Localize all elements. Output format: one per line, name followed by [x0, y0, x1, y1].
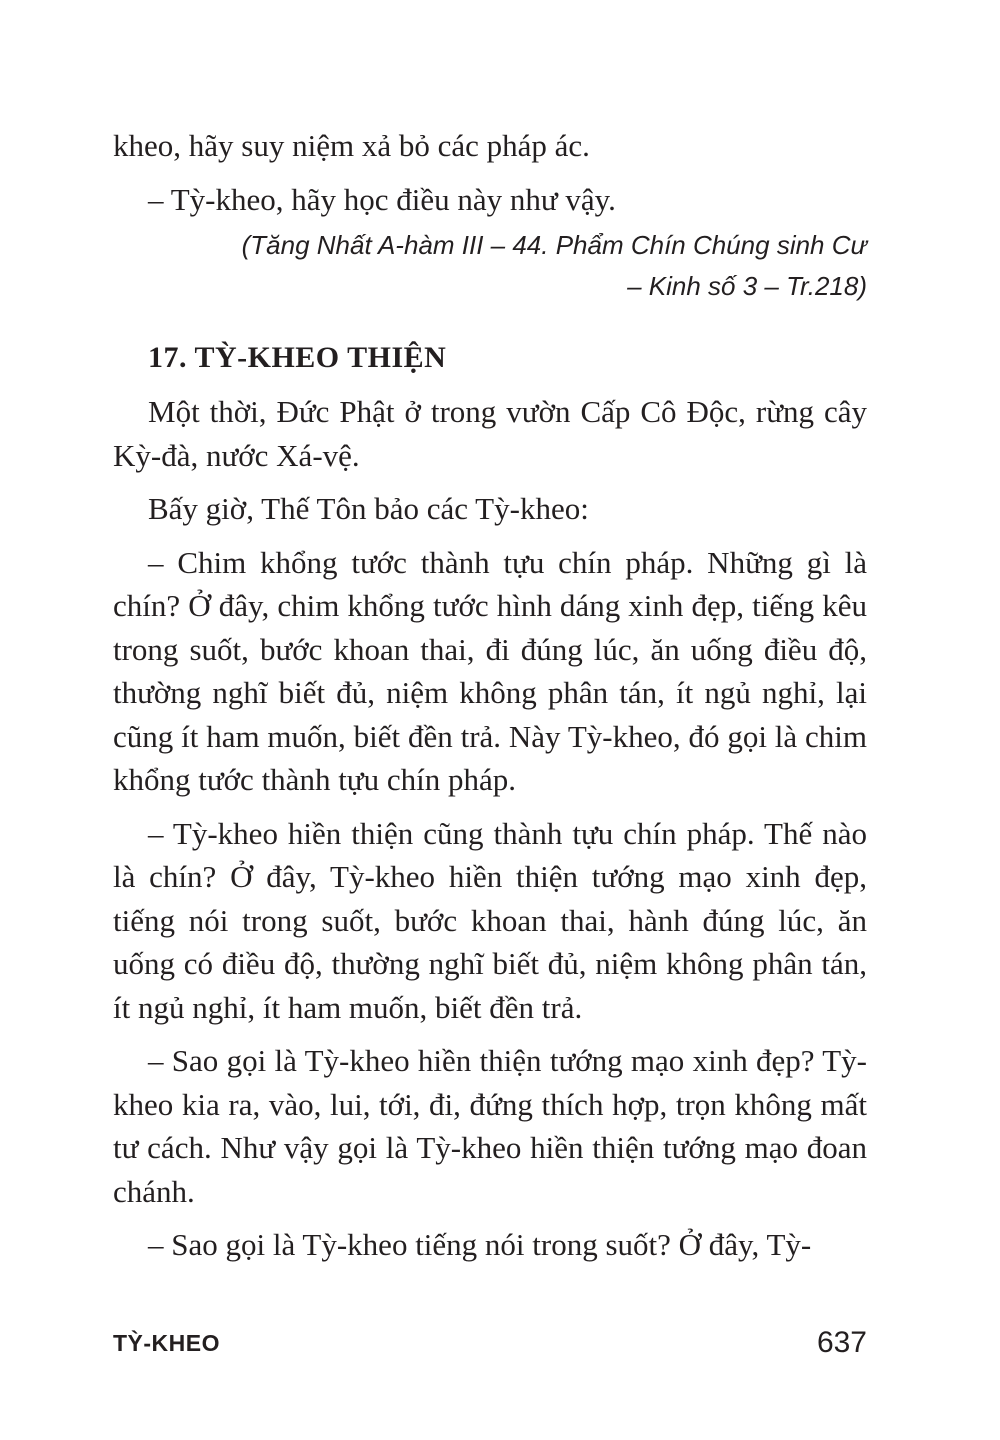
paragraph-closing: – Tỳ-kheo, hãy học điều này như vậy. [148, 181, 616, 217]
page-number: 637 [816, 1326, 867, 1359]
paragraph: Một thời, Đức Phật ở trong vườn Cấp Cô Độc, rừng cây Kỳ-đà, nước Xá-vệ. [113, 394, 867, 473]
paragraph-continuation: kheo, hãy suy niệm xả bỏ các pháp ác. [113, 128, 590, 163]
paragraph: Bấy giờ, Thế Tôn bảo các Tỳ-kheo: [148, 491, 589, 526]
paragraph: – Sao gọi là Tỳ-kheo tiếng nói trong suốt? Ở đây, Tỳ- [148, 1227, 812, 1262]
citation [113, 225, 867, 307]
paragraph: – Chim khổng tước thành tựu chín pháp. Những gì là chín? Ở đây, chim khổng tước hình dáng xinh đẹp, tiếng kêu trong suốt, bước khoan thai, đi đúng lúc, ăn uống điều độ, thường nghĩ biết đủ, niệm không phân tán, ít ngủ nghỉ, lại cũng ít ham muốn, biết đền trả. Này Tỳ-kheo, đó gọi là chim khổng tước thành tựu chín pháp. [113, 544, 867, 797]
section-title: 17. TỲ-KHEO THIỆN [148, 341, 447, 374]
page-body [113, 124, 867, 1267]
citation-line-1: (Tăng Nhất A-hàm III – 44. Phẩm Chín Chúng sinh Cư [241, 230, 867, 260]
paragraph: – Tỳ-kheo hiền thiện cũng thành tựu chín pháp. Thế nào là chín? Ở đây, Tỳ-kheo hiền thiện tướng mạo xinh đẹp, tiếng nói trong suốt, bước khoan thai, hành đúng lúc, ăn uống có điều độ, thường nghĩ biết đủ, niệm không phân tán, ít ngủ nghỉ, ít ham muốn, biết đền trả. [113, 815, 867, 1025]
running-title: TỲ-KHEO [113, 1330, 220, 1356]
citation-line-2: – Kinh số 3 – Tr.218) [627, 271, 867, 301]
paragraph: – Sao gọi là Tỳ-kheo hiền thiện tướng mạo xinh đẹp? Tỳ-kheo kia ra, vào, lui, tới, đi, đứng thích hợp, trọn không mất tư cách. Như vậy gọi là Tỳ-kheo hiền thiện tướng mạo đoan chánh. [113, 1043, 867, 1209]
